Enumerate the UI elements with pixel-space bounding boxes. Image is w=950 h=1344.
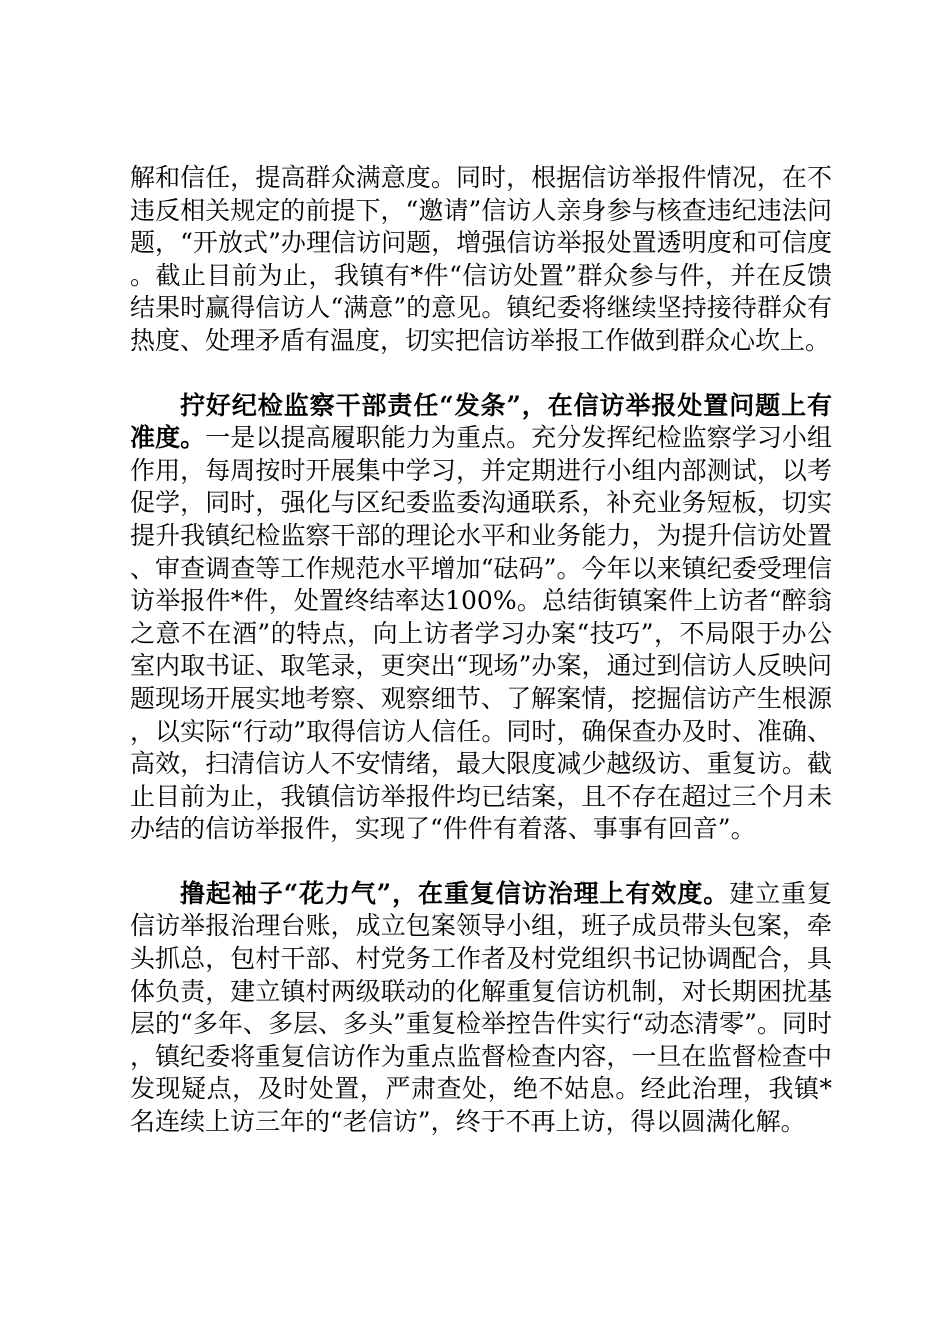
paragraph-3-text: 建立重复信访举报治理台账，成立包案领导小组，班子成员带头包案，牵头抓总，包村干部、村党务工作者及村党组织书记协调配合，具体负责，建立镇村两级联动的化解重复信访机制，对长期困扰基层的“多年、多层、多头”重复检举控告件实行“动态清零”。同时，镇纪委将重复信访作为重点监督检查内容，一旦在监督检查中发现疑点，及时处置，严肃查处，绝不姑息。经此治理，我镇*名连续上访三年的“老信访”，终于不再上访，得以圆满化解。 bbox=[130, 878, 832, 1137]
paragraph-3 bbox=[130, 878, 832, 1139]
paragraph-1-text: 解和信任，提高群众满意度。同时，根据信访举报件情况，在不违反相关规定的前提下，“邀请”信访人亲身参与核查违纪违法问题，“开放式”办理信访问题，增强信访举报处置透明度和可信度。截止目前为止，我镇有*件“信访处置”群众参与件，并在反馈结果时赢得信访人“满意”的意见。镇纪委将继续坚持接待群众有热度、处理矛盾有温度，切实把信访举报工作做到群众心坎上。 bbox=[130, 163, 832, 355]
document-body bbox=[130, 162, 832, 1139]
paragraph-1 bbox=[130, 162, 832, 358]
paragraph-3-heading: 撸起袖子“花力气”，在重复信访治理上有效度。 bbox=[180, 878, 730, 908]
paragraph-2-heading: 拧好纪检监察干部责任“发条”，在信访举报处置问题上有准度。 bbox=[130, 390, 832, 453]
paragraph-2-text: 一是以提高履职能力为重点。充分发挥纪检监察学习小组作用，每周按时开展集中学习，并定期进行小组内部测试，以考促学，同时，强化与区纪委监委沟通联系，补充业务短板，切实提升我镇纪检监察干部的理论水平和业务能力，为提升信访处置、审查调查等工作规范水平增加“砝码”。今年以来镇纪委受理信访举报件*件，处置终结率达100%。总结街镇案件上访者“醉翁之意不在酒”的特点，向上访者学习办案“技巧”，不局限于办公室内取书证、取笔录，更突出“现场”办案，通过到信访人反映问题现场开展实地考察、观察细节、了解案情，挖掘信访产生根源，以实际“行动”取得信访人信任。同时，确保查办及时、准确、高效，扫清信访人不安情绪，最大限度减少越级访、重复访。截止目前为止，我镇信访举报件均已结案，且不存在超过三个月未办结的信访举报件，实现了“件件有着落、事事有回音”。 bbox=[130, 423, 832, 844]
paragraph-2 bbox=[130, 390, 832, 846]
